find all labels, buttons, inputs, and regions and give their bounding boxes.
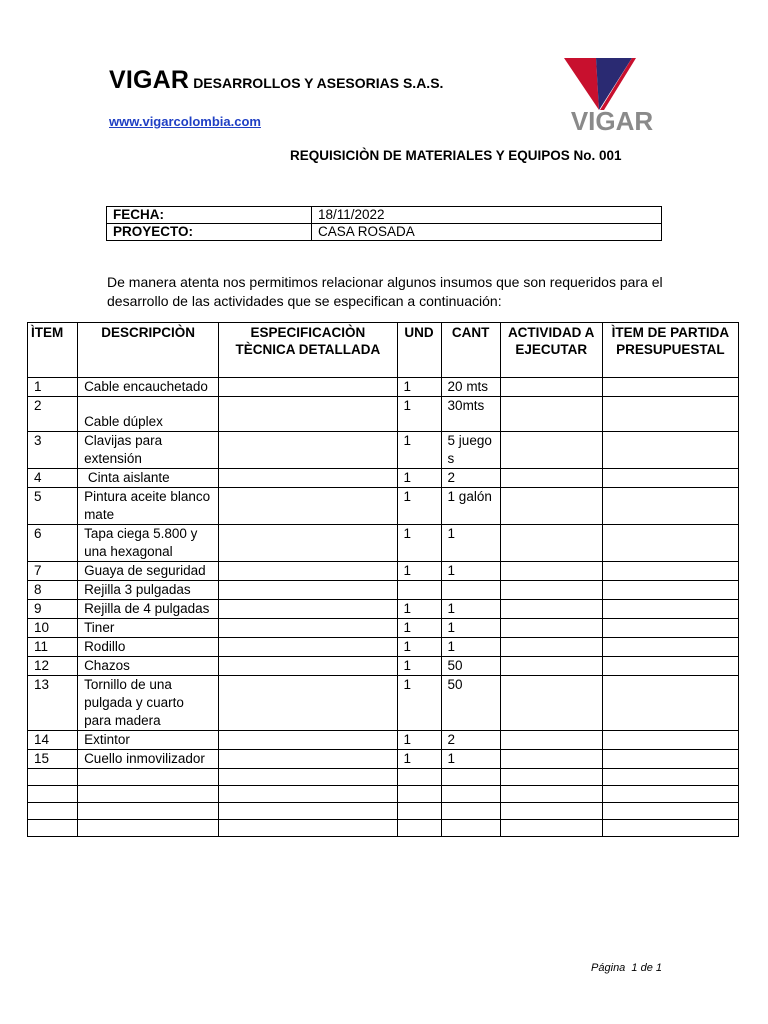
cell-specification [219,581,397,600]
cell-und: 1 [397,562,441,581]
empty-cell [28,786,78,803]
cell-specification [219,676,397,731]
empty-row [28,803,739,820]
empty-cell [28,769,78,786]
cell-description: Tiner [78,619,219,638]
cell-und: 1 [397,378,441,397]
cell-activity [500,432,602,469]
cell-und: 1 [397,488,441,525]
empty-cell [602,803,738,820]
table-row [28,397,739,432]
empty-cell [441,803,500,820]
proyecto-label: PROYECTO: [107,224,312,241]
company-suffix: DESARROLLOS Y ASESORIAS S.A.S. [193,75,444,91]
empty-cell [78,820,219,837]
table-row [28,488,739,525]
cell-description: Guaya de seguridad [78,562,219,581]
cell-item: 11 [28,638,78,657]
empty-cell [219,803,397,820]
cell-budget-item [602,638,738,657]
cell-budget-item [602,657,738,676]
cell-item: 15 [28,750,78,769]
page-number: Página 1 de 1 [591,962,662,974]
cell-budget-item [602,488,738,525]
cell-item: 7 [28,562,78,581]
cell-cant: 1 galón [441,488,500,525]
cell-item: 8 [28,581,78,600]
cell-activity [500,750,602,769]
cell-description: Rodillo [78,638,219,657]
vigar-logo [560,58,664,140]
cell-activity [500,731,602,750]
cell-specification [219,469,397,488]
header-specification: ESPECIFICACIÒN TÈCNICA DETALLADA [219,323,397,378]
empty-cell [219,820,397,837]
cell-specification [219,525,397,562]
cell-budget-item [602,731,738,750]
header-description: DESCRIPCIÒN [78,323,219,378]
cell-cant: 50 [441,676,500,731]
cell-description: Chazos [78,657,219,676]
cell-cant: 1 [441,750,500,769]
cell-und [397,581,441,600]
info-table [106,206,662,241]
cell-cant [441,581,500,600]
empty-cell [602,820,738,837]
empty-cell [78,803,219,820]
company-title [109,66,443,95]
cell-und: 1 [397,638,441,657]
proyecto-row [107,224,662,241]
cell-specification [219,731,397,750]
cell-description: Cable encauchetado [78,378,219,397]
cell-activity [500,378,602,397]
empty-row [28,769,739,786]
cell-und: 1 [397,432,441,469]
cell-budget-item [602,378,738,397]
empty-cell [500,820,602,837]
cell-cant: 1 [441,562,500,581]
cell-specification [219,397,397,432]
empty-cell [397,820,441,837]
cell-description: Pintura aceite blanco mate [78,488,219,525]
cell-description: Rejilla 3 pulgadas [78,581,219,600]
website-link[interactable]: www.vigarcolombia.com [109,114,261,129]
table-row [28,657,739,676]
empty-row [28,820,739,837]
table-row [28,581,739,600]
logo-navy-shape [596,58,632,110]
company-name: VIGAR [109,66,190,94]
cell-cant: 1 [441,619,500,638]
cell-specification [219,657,397,676]
cell-item: 6 [28,525,78,562]
empty-cell [602,769,738,786]
cell-activity [500,638,602,657]
fecha-label: FECHA: [107,207,312,224]
logo-text: VIGAR [570,106,654,136]
cell-budget-item [602,525,738,562]
table-row [28,619,739,638]
cell-activity [500,676,602,731]
cell-description: Rejilla de 4 pulgadas [78,600,219,619]
logo-red-triangle [564,58,599,110]
cell-und: 1 [397,469,441,488]
cell-activity [500,525,602,562]
cell-und: 1 [397,731,441,750]
document-title: REQUISICIÒN DE MATERIALES Y EQUIPOS No. 001 [290,148,622,163]
empty-cell [500,803,602,820]
empty-cell [397,786,441,803]
cell-item: 14 [28,731,78,750]
table-row [28,600,739,619]
empty-cell [28,820,78,837]
cell-activity [500,562,602,581]
cell-budget-item [602,750,738,769]
table-row [28,562,739,581]
cell-und: 1 [397,657,441,676]
cell-und: 1 [397,750,441,769]
table-row [28,525,739,562]
cell-activity [500,397,602,432]
cell-item: 13 [28,676,78,731]
table-header-row [28,323,739,378]
header-budget-item: ÌTEM DE PARTIDA PRESUPUESTAL [602,323,738,378]
cell-budget-item [602,619,738,638]
cell-activity [500,619,602,638]
empty-row [28,786,739,803]
cell-item: 12 [28,657,78,676]
cell-und: 1 [397,676,441,731]
cell-specification [219,600,397,619]
empty-cell [500,769,602,786]
proyecto-value: CASA ROSADA [312,224,662,241]
cell-item: 10 [28,619,78,638]
cell-budget-item [602,432,738,469]
empty-cell [219,769,397,786]
cell-cant: 2 [441,731,500,750]
table-row [28,469,739,488]
cell-cant: 20 mts [441,378,500,397]
cell-specification [219,378,397,397]
cell-budget-item [602,676,738,731]
cell-cant: 1 [441,638,500,657]
cell-description: Cinta aislante [78,469,219,488]
fecha-row [107,207,662,224]
empty-cell [397,769,441,786]
cell-cant: 50 [441,657,500,676]
cell-specification [219,562,397,581]
empty-cell [28,803,78,820]
header-item: ÌTEM [28,323,78,378]
cell-cant: 2 [441,469,500,488]
cell-item: 5 [28,488,78,525]
header-cant: CANT [441,323,500,378]
cell-specification [219,432,397,469]
cell-cant: 1 [441,600,500,619]
cell-budget-item [602,469,738,488]
table-row [28,731,739,750]
header-und: UND [397,323,441,378]
cell-specification [219,638,397,657]
empty-cell [78,786,219,803]
cell-specification [219,488,397,525]
cell-budget-item [602,600,738,619]
empty-cell [441,786,500,803]
cell-und: 1 [397,397,441,432]
fecha-value: 18/11/2022 [312,207,662,224]
empty-cell [219,786,397,803]
table-row [28,676,739,731]
cell-activity [500,488,602,525]
cell-item: 9 [28,600,78,619]
cell-cant: 30mts [441,397,500,432]
cell-description: Cuello inmovilizador [78,750,219,769]
cell-activity [500,581,602,600]
cell-item: 3 [28,432,78,469]
cell-specification [219,750,397,769]
cell-activity [500,469,602,488]
empty-cell [397,803,441,820]
cell-item: 1 [28,378,78,397]
cell-und: 1 [397,525,441,562]
cell-activity [500,600,602,619]
cell-description: Extintor [78,731,219,750]
table-row [28,378,739,397]
empty-cell [441,769,500,786]
table-row [28,432,739,469]
cell-budget-item [602,397,738,432]
cell-item: 4 [28,469,78,488]
cell-description: Cable dúplex [78,397,219,432]
cell-description: Tapa ciega 5.800 y una hexagonal [78,525,219,562]
cell-budget-item [602,581,738,600]
empty-cell [500,786,602,803]
cell-description: Clavijas para extensión [78,432,219,469]
empty-cell [602,786,738,803]
intro-paragraph: De manera atenta nos permitimos relacionar algunos insumos que son requeridos para el desarrollo de las actividades que se especifican a continuación: [107,274,663,309]
cell-budget-item [602,562,738,581]
cell-activity [500,657,602,676]
cell-und: 1 [397,600,441,619]
header-activity: ACTIVIDAD A EJECUTAR [500,323,602,378]
materials-table [27,322,739,837]
cell-und: 1 [397,619,441,638]
cell-cant: 1 [441,525,500,562]
empty-cell [78,769,219,786]
empty-cell [441,820,500,837]
cell-cant: 5 juegos [441,432,500,469]
cell-specification [219,619,397,638]
table-row [28,750,739,769]
table-row [28,638,739,657]
cell-item: 2 [28,397,78,432]
cell-description: Tornillo de una pulgada y cuarto para madera [78,676,219,731]
